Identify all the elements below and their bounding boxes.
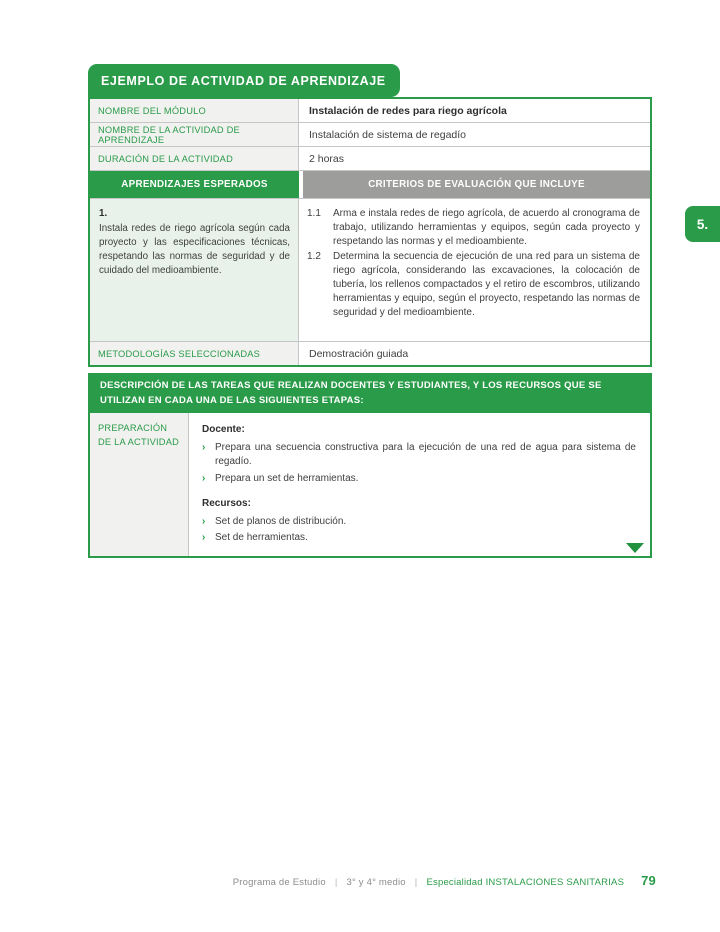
footer-separator: | [414, 877, 418, 888]
criteria-item [307, 250, 640, 319]
footer-grade: 3° y 4° medio [346, 877, 406, 888]
list-item [202, 531, 636, 546]
list-item-text: Set de herramientas. [215, 532, 308, 544]
tasks-description-table [88, 373, 652, 558]
methodology-value: Demostración guiada [309, 347, 409, 360]
table-row-methodology [90, 342, 650, 365]
continuation-down-arrow-icon [626, 543, 644, 553]
duration-label: DURACIÓN DE LA ACTIVIDAD [90, 147, 299, 170]
criteria-cell [299, 199, 650, 341]
duration-value: 2 horas [309, 152, 345, 165]
list-item-text: Set de planos de distribución. [215, 515, 347, 527]
module-name-label: NOMBRE DEL MÓDULO [90, 99, 299, 122]
methodology-label: METODOLOGÍAS SELECCIONADAS [90, 342, 299, 365]
section-title: EJEMPLO DE ACTIVIDAD DE APRENDIZAJE [101, 73, 386, 88]
criteria-text: Arma e instala redes de riego agrícola, de acuerdo al cronograma de trabajo, utilizando herramientas y equipos, según cada proyecto y respetando las normas y el medioambiente. [333, 208, 640, 247]
expected-learnings-header: APRENDIZAJES ESPERADOS [90, 171, 299, 198]
footer-program: Programa de Estudio [232, 877, 326, 888]
footer-separator: | [334, 877, 338, 888]
expected-learning-number: 1. [99, 208, 108, 219]
criteria-number: 1.2 [307, 251, 321, 263]
chapter-side-tab [685, 206, 720, 242]
page-footer [0, 873, 656, 888]
tasks-description-banner: DESCRIPCIÓN DE LAS TAREAS QUE REALIZAN DOCENTES Y ESTUDIANTES, Y LOS RECURSOS QUE SE UTILIZAN EN CADA UNA DE LAS SIGUIENTES ETAPAS: [90, 375, 650, 413]
activity-table [88, 97, 652, 367]
chapter-number: 5. [696, 216, 709, 232]
criteria-text: Determina la secuencia de ejecución de una red para un sistema de riego agrícola, considerando las excavaciones, la colocación de tubería, los rellenos compactados y el retiro de escombros, utilizando herramientas y equipo, según el proyecto, respetando las normas de seguridad y del medioambiente. [333, 251, 640, 318]
preparation-content [189, 413, 650, 556]
table-row-module-name [90, 99, 650, 123]
list-item [202, 472, 636, 487]
table-row-activity-name [90, 123, 650, 147]
bullet-icon: › [202, 441, 206, 453]
preparation-row [90, 413, 650, 556]
section-title-tab [88, 64, 400, 97]
list-item-text: Prepara un set de herramientas. [215, 472, 359, 484]
expected-learning-cell [90, 199, 299, 341]
table-column-headers [90, 171, 650, 199]
module-name-value: Instalación de redes para riego agrícola [309, 104, 507, 117]
preparation-label: PREPARACIÓN DE LA ACTIVIDAD [90, 413, 189, 556]
evaluation-criteria-header: CRITERIOS DE EVALUACIÓN QUE INCLUYE [303, 171, 650, 198]
activity-name-label: NOMBRE DE LA ACTIVIDAD DE APRENDIZAJE [90, 123, 299, 146]
table-row-duration [90, 147, 650, 171]
resources-section-heading: Recursos: [202, 498, 251, 510]
list-item [202, 515, 636, 530]
criteria-item [307, 207, 640, 248]
bullet-icon: › [202, 532, 206, 544]
footer-specialty: Especialidad INSTALACIONES SANITARIAS [426, 877, 625, 888]
criteria-number: 1.1 [307, 208, 321, 219]
expected-learning-text: Instala redes de riego agrícola según cada proyecto y las especificaciones técnicas, respetando las normas de seguridad y de cuidado del medioambiente. [99, 222, 290, 276]
teacher-section-heading: Docente: [202, 424, 245, 436]
learning-criteria-row [90, 199, 650, 342]
list-item-text: Prepara una secuencia constructiva para la ejecución de una red de agua para sistema de regadío. [215, 441, 636, 468]
bullet-icon: › [202, 515, 206, 527]
page-number: 79 [641, 873, 656, 888]
list-item [202, 441, 636, 470]
activity-name-value: Instalación de sistema de regadío [309, 128, 467, 141]
bullet-icon: › [202, 472, 206, 484]
